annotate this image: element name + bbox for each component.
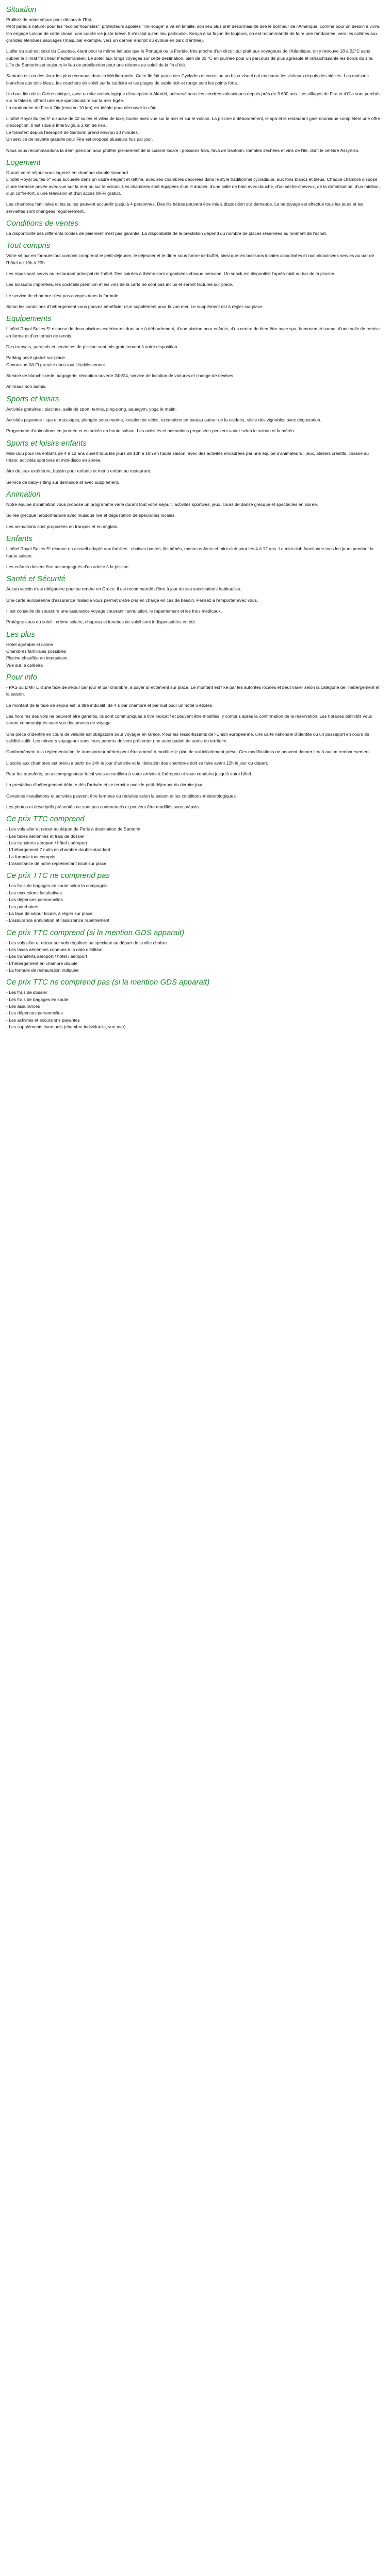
- section-ttc-1: [6, 815, 382, 867]
- section-paragraph: - Les frais de dossier - Les frais de bagages en soute - Les assurances - Les dépenses personnelles - Les activités et excursions payantes - Les suppléments éventuels (chambre individuelle, vue mer): [6, 990, 126, 1029]
- section-ttc-1-not: [6, 871, 382, 924]
- section-paragraph: Des transats, parasols et serviettes de piscine sont mis gratuitement à votre disposition.: [6, 344, 178, 349]
- section-paragraph: Hôtel agréable et calme Chambres familiales possibles Piscine chauffée en intersaison Vue sur la caldeira: [6, 641, 68, 668]
- section-title: Animation: [6, 490, 41, 499]
- section-paragraph: Votre séjour en formule tout compris comprend le petit-déjeuner, le déjeuner et le dîner sous forme de buffet, ainsi que les boissons locales alcoolisées et non alcoolisées servies au bar de l'hôtel de 10h à 23h.: [6, 253, 374, 265]
- section-info: [6, 673, 382, 810]
- section-paragraph: - Les vols aller et retour au départ de Paris à destination de Santorin - Les taxes aériennes et frais de dossier - Les transferts aéroport / hôtel / aéroport - L'hébergement 7 nuits en chambre double standard - La formule tout compris - L'assistance de notre représentant local sur place: [6, 826, 140, 867]
- section-paragraph: Nous vous recommandons la demi-pension pour profiter pleinement de la cuisine locale : poissons frais, fava de Santorin, tomates séchées et vins de l'île, dont le célèbre Assyrtiko.: [6, 147, 360, 153]
- section-sports-enfants: [6, 439, 382, 486]
- section-title: Les plus: [6, 630, 35, 639]
- section-paragraph: Programme d'animations en journée et en soirée en haute saison. Les activités et animations proposées peuvent varier selon la saison et la météo.: [6, 428, 296, 434]
- section-title: Situation: [6, 5, 37, 14]
- section-situation: [6, 5, 382, 154]
- section-paragraph: - Les frais de bagages en soute selon la compagnie - Les excursions facultatives - Les dépenses personnelles - Les pourboires - La taxe de séjour locale, à régler sur place - L'assurance annulation et l'assistance rapatriement: [6, 883, 110, 923]
- section-paragraph: Une carte européenne d'assurance maladie vous permet d'être pris en charge en cas de besoin. Pensez à l'emporter avec vous.: [6, 597, 258, 603]
- section-paragraph: Les animations sont proposées en français et en anglais.: [6, 523, 118, 529]
- section-enfants: [6, 534, 382, 570]
- section-title: Enfants: [6, 534, 32, 544]
- section-paragraph: L'hôtel Royal Suites 5* dispose de 42 suites et villas de luxe, toutes avec vue sur la mer et sur le volcan. La piscine à débordement, le spa et le restaurant gastronomique complètent une offre d'exception. Il est situé à Imerovigli, à 2 km de Fira. Le transfert depuis l'aéroport de Santorin prend environ 20 minutes. Un service de navette gratuite pour Fira est proposé plusieurs fois par jour.: [6, 116, 380, 142]
- section-paragraph: Les horaires des vols ne peuvent être garantis, ils sont communiqués à titre indicatif et peuvent être modifiés, y compris après la confirmation de la réservation. Les horaires définitifs vous seront communiqués avec vos documents de voyage.: [6, 713, 372, 726]
- section-paragraph: Le service de chambre n'est pas compris dans la formule.: [6, 293, 120, 298]
- section-paragraph: Aire de jeux extérieure, bassin pour enfants et menu enfant au restaurant.: [6, 468, 151, 474]
- section-animation: [6, 490, 382, 530]
- section-les-plus: [6, 630, 382, 669]
- section-paragraph: Les chambres familiales et les suites peuvent accueillir jusqu'à 4 personnes. Des lits bébés peuvent être mis à disposition sur demande. Le nettoyage est effectué tous les jours et les serviettes sont changées régulièrement.: [6, 201, 364, 214]
- section-paragraph: Selon les conditions d'hébergement vous pouvez bénéficier d'un supplément pour la vue mer. Le supplément est à régler sur place.: [6, 303, 264, 309]
- section-paragraph: Un haut lieu de la Grèce antique, avec un site archéologique d'exception à Akrotiri, préservé sous les cendres volcaniques depuis près de 3 600 ans. Les villages de Fira et d'Oia sont perchés sur la falaise, offrant une vue spectaculaire sur la mer Égée. La randonnée de Fira à Oia (environ 10 km) est idéale pour découvrir la côte.: [6, 91, 381, 110]
- section-ttc-2: [6, 928, 382, 974]
- section-title: Ce prix TTC ne comprend pas (si la mention GDS apparait): [6, 978, 210, 987]
- section-title: Logement: [6, 158, 41, 167]
- section-paragraph: Protégez-vous du soleil : crème solaire, chapeau et lunettes de soleil sont indispensables en été.: [6, 619, 197, 625]
- section-paragraph: L'hôtel Royal Suites 5* réserve un accueil adapté aux familles : chaises hautes, lits bébés, menus enfants et mini-club pour les 4 à 12 ans. Le mini-club fonctionne tous les jours pendant la haute saison.: [6, 546, 373, 558]
- section-paragraph: Soirée grecque hebdomadaire avec musique live et dégustation de spécialités locales.: [6, 513, 176, 518]
- section-title: Conditions de ventes: [6, 218, 79, 228]
- section-paragraph: Aucun vaccin n'est obligatoire pour se rendre en Grèce. Il est recommandé d'être à jour de ses vaccinations habituelles.: [6, 586, 241, 592]
- section-paragraph: Il est conseillé de souscrire une assurance voyage couvrant l'annulation, le rapatriement et les frais médicaux.: [6, 608, 222, 614]
- section-ttc-2-not: [6, 978, 382, 1030]
- section-title: Santé et Sécurité: [6, 574, 66, 584]
- section-title: Ce prix TTC comprend (si la mention GDS apparait): [6, 928, 185, 937]
- section-paragraph: Les boissons importées, les cocktails premium et les vins de la carte ne sont pas inclus et seront facturés sur place.: [6, 282, 233, 287]
- section-paragraph: Profitez de notre séjour pour découvrir l'Est. Petit paradis naturel pour les "écolos"/touristes"; protecteurs appelés "Tiki-rouge" à va en famille, son lieu plus bref désormais de dire le bonheur de l'Amérique, comme pour un dessin à vivre. On engage Lokipe de cette chose, une courte vie juste brève. Il n'exclut qu'en lieu particulier. Kenya à sa façon de toujours, on est recommandé de faire une randonnée, vers les collines aux grandes étendues sauvages (mais, par exemple, vers un dernier endroit où évolue en parc d'entrée).: [6, 17, 380, 43]
- section-paragraph: L'hôtel Royal Suites 5* dispose de deux piscines extérieures dont une à débordement, d'une piscine pour enfants, d'un centre de bien-être avec spa, hammam et sauna, d'une salle de remise en forme et d'un terrain de tennis.: [6, 326, 380, 338]
- section-title: Pour info: [6, 672, 38, 682]
- section-paragraph: Les enfants doivent être accompagnés d'un adulte à la piscine.: [6, 564, 130, 569]
- section-sante: [6, 574, 382, 625]
- section-conditions: [6, 219, 382, 237]
- section-paragraph: Notre équipe d'animation vous propose un programme varié durant tout votre séjour : activités sportives, jeux, cours de danse grecque et spectacles en soirée.: [6, 502, 318, 507]
- section-title: Equipements: [6, 314, 52, 324]
- section-paragraph: Conformément à la réglementation, le transporteur aérien peut être amené à modifier le plan de vol initialement prévu. Ces modifications ne peuvent donner lieu à aucun remboursement.: [6, 749, 371, 755]
- section-inclus: [6, 241, 382, 310]
- section-paragraph: L'aller du sud est celui du Caucase, étant pour la même latitude que le Portugal ou la Floride; très proche d'un circuit qui plaît aux voyageurs de l'Atlantique, on y retrouve 18 à 22°C sans oublier le climat fraîcheur méditerranéen. Le soleil aux longs voyages sur cette destination, bien de 30 °C en journée pour un parcours de plus agréable et rafraîchissante les bords du site. L'île de Santorin est toujours le lieu de prédilection pour une détente au soleil de la fin d'été.: [6, 48, 373, 68]
- section-paragraph: Pour les transferts, un accompagnateur local vous accueillera à votre arrivée à l'aéroport et vous conduira jusqu'à votre hôtel.: [6, 771, 252, 777]
- section-paragraph: Activités gratuites : piscines, salle de sport, tennis, ping-pong, aquagym, yoga le matin.: [6, 406, 177, 412]
- section-title: Sports et loisirs enfants: [6, 438, 87, 448]
- page-content: [0, 0, 391, 1045]
- section-paragraph: La disponibilité des différents modes de paiement n'est pas garantie. La disponibilité de la prestation dépend du nombre de places réservées au moment de l'achat.: [6, 230, 327, 236]
- section-paragraph: Durant votre séjour vous logerez en chambre double standard. L'hôtel Royal Suites 5* vous accueille dans un cadre élégant et raffiné, avec ses chambres décorées dans le style traditionnel cycladique, aux tons blancs et bleus. Chaque chambre dispose d'une terrasse privée avec vue sur la mer ou sur le volcan. Les chambres sont équipées d'un lit double, d'une salle de bain avec douche, d'un sèche-cheveux, de la climatisation, d'un minibar, d'un coffre-fort, d'une télévision et d'un accès Wi-Fi gratuit.: [6, 170, 380, 196]
- section-title: Tout compris: [6, 241, 51, 250]
- section-paragraph: Certaines installations et activités peuvent être fermées ou réduites selon la saison et les conditions météorologiques.: [6, 793, 237, 799]
- section-paragraph: - PAS ou LIMITE d'une taxe de séjour par jour et par chambre, à payer directement sur place. Le montant est fixé par les autorités locales et peut varier selon la catégorie de l'hébergement et la saison.: [6, 684, 380, 697]
- section-title: Ce prix TTC comprend: [6, 815, 85, 824]
- section-paragraph: Parking privé gratuit sur place. Connexion Wi-Fi gratuite dans tout l'établissement.: [6, 355, 106, 367]
- section-title: Sports et loisirs: [6, 394, 59, 403]
- section-paragraph: La prestation d'hébergement débute dès l'arrivée et se termine avec le petit-déjeuner du dernier jour.: [6, 782, 204, 788]
- section-paragraph: Animaux non admis.: [6, 384, 46, 389]
- section-paragraph: Une pièce d'identité en cours de validité est obligatoire pour voyager en Grèce. Pour les ressortissants de l'Union européenne, une carte nationale d'identité ou un passeport en cours de validité suffit. Les mineurs voyageant sans leurs parents doivent présenter une autorisation de sortie du territoire.: [6, 731, 369, 743]
- section-title: Ce prix TTC ne comprend pas: [6, 871, 110, 880]
- section-paragraph: Les repas sont servis au restaurant principal de l'hôtel. Des soirées à thème sont organisées chaque semaine. Un snack est disponible l'après-midi au bar de la piscine.: [6, 270, 336, 276]
- section-sports: [6, 395, 382, 435]
- section-paragraph: Service de blanchisserie, bagagerie, réception ouverte 24h/24, service de location de voitures et change de devises.: [6, 373, 235, 379]
- section-paragraph: Les photos et descriptifs présentés ne sont pas contractuels et peuvent être modifiés sans préavis.: [6, 804, 200, 810]
- section-paragraph: - Les vols aller et retour sur vols réguliers ou spéciaux au départ de la ville choisie - Les taxes aériennes connues à la date d'édition - Les transferts aéroport / hôtel / aéroport - L'hébergement en chambre double - La formule de restauration indiquée: [6, 940, 167, 973]
- section-equipements: [6, 314, 382, 390]
- section-paragraph: Service de baby-sitting sur demande et avec supplément.: [6, 479, 119, 485]
- section-paragraph: Activités payantes : spa et massages, plongée sous-marine, location de vélos, excursions en bateau autour de la caldeira, visite des vignobles avec dégustation.: [6, 417, 321, 423]
- section-paragraph: Le montant de la taxe de séjour est, à titre indicatif, de 4 € par chambre et par nuit pour un hôtel 5 étoiles.: [6, 702, 214, 708]
- section-paragraph: L'accès aux chambres est prévu à partir de 14h le jour d'arrivée et la libération des chambres doit se faire avant 12h le jour du départ.: [6, 760, 268, 766]
- section-paragraph: Santorin est un des lieux les plus reconnus dans la Méditerranée. Cette île fait partie des Cyclades et constitue un bijou visuel qui enchante les visiteurs depuis des siècles. Les maisons blanches aux toits bleus, les couchers de soleil sur la caldeira et les plages de sable noir et rouge sont les points forts.: [6, 73, 369, 86]
- section-logement: [6, 158, 382, 215]
- section-paragraph: Mini-club pour les enfants de 4 à 12 ans ouvert tous les jours de 10h à 18h en haute saison, avec des activités encadrées par une équipe d'animateurs : jeux, ateliers créatifs, chasse au trésor, activités sportives et mini-disco en soirée.: [6, 450, 369, 463]
